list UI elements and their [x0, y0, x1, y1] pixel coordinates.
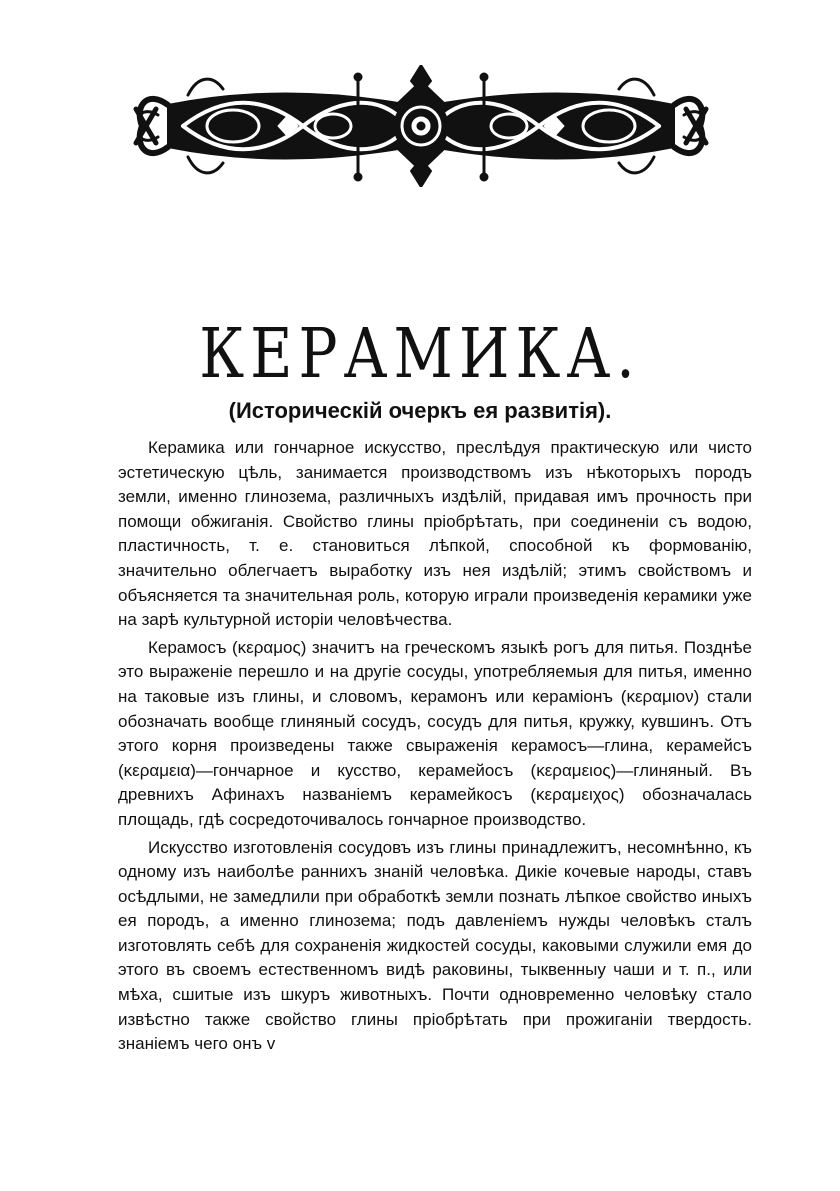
- paragraph: Искусство изготовленія сосудовъ изъ глины принадлежитъ, несомнѣнно, къ одному изъ наиболѣе раннихъ знаній человѣка. Дикіе кочевые народы, ставъ осѣдлыми, не замедлили при обработкѣ земли познать лѣпкое свойство иныхъ ея породъ, а именно глинозема; подъ давленіемъ нужды человѣкъ сталъ изготовлять себѣ для сохраненія жидкостей сосуды, каковыми служили емя до этого въ своемъ естественномъ видѣ раковины, тыквенныу чаши и т. п., или мѣха, сшитые изъ шкуръ животныхъ. Почти одновременно человѣку стало извѣстно также свойство глины пріобрѣтать при прожиганіи твердость. знаніемъ чего онъ v: [118, 837, 752, 1054]
- body-text: [118, 436, 752, 1057]
- paragraph: Керамосъ (κεραμος) значитъ на греческомъ языкѣ рогъ для питья. Позднѣе это выраженіе перешло и на другіе сосуды, употребляемыя для питья, именно на таковые изъ глины, и словомъ, керамонъ или кераміонъ (κεραμιον) стали обозначать вообще глиняный сосудъ, сосудъ для питья, кружку, кувшинъ. Отъ этого корня произведены также свыраженія керамосъ—глина, керамейсъ (κεραμεια)—гончарное и кусство, керамейосъ (κεραμειος)—глиняный. Въ древнихъ Афинахъ названіемъ керамейкосъ (κεραμειχος) обозначалась площадь, гдѣ сосредоточивалось гончарное производство.: [118, 637, 752, 829]
- subtitle: (Историческій очеркъ ея развитія).: [228, 398, 612, 423]
- interlace-ornament-icon: [128, 65, 714, 187]
- paragraph: Керамика или гончарное искусство, преслѣдуя практическую или чисто эстетическую цѣль, занимается производствомъ изъ нѣкоторыхъ породъ земли, именно глинозема, различныхъ издѣлій, придавая имъ прочность при помощи обжиганія. Свойство глины пріобрѣтать, при соединеніи съ водою, пластичность, т. е. становиться лѣпкой, способной къ формованію, значительно облегчаетъ выработку изъ нея издѣлій; этимъ свойствомъ и объясняется та значительная роль, которую играли произведенія керамики уже на зарѣ культурной исторіи человѣчества.: [118, 438, 752, 630]
- page-title: КЕРАМИКА.: [199, 313, 641, 394]
